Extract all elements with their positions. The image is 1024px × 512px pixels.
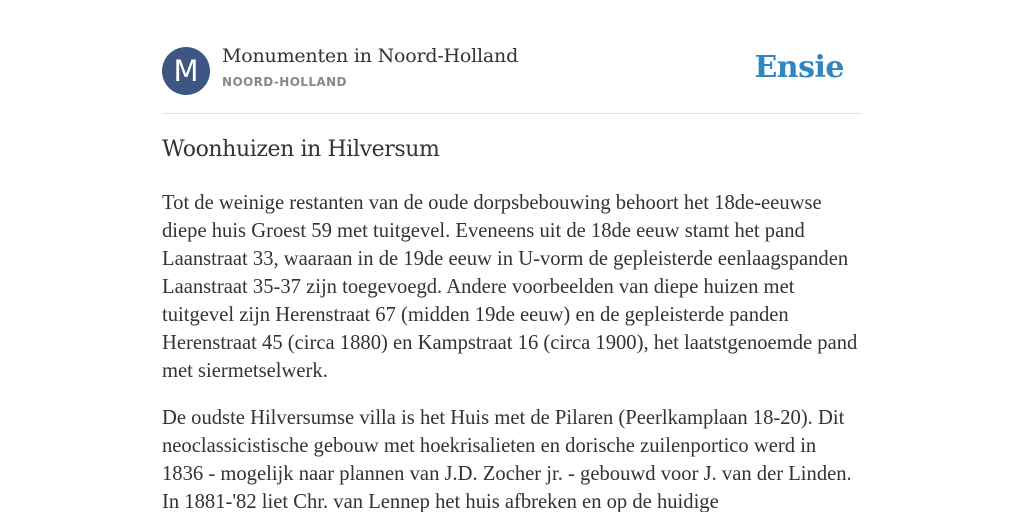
article-title: Woonhuizen in Hilversum bbox=[162, 137, 440, 162]
article-body bbox=[162, 189, 862, 512]
article-paragraph-2: De oudste Hilversumse villa is het Huis met de Pilaren (Peerlkamplaan 18-20). Dit neoclassicistische gebouw met hoekrisalieten en dorische zuilenportico werd in 1836 - mogelijk naar plannen van J.D. Zocher jr. - gebouwd voor J. van der Linden. In 1881-'82 liet Chr. van Lennep het huis afbreken en op de huidige bbox=[162, 407, 852, 512]
avatar[interactable]: M bbox=[162, 47, 210, 95]
ensie-logo-link[interactable]: Ensie bbox=[754, 50, 844, 85]
site-subtitle: NOORD-HOLLAND bbox=[222, 75, 347, 89]
site-title-link[interactable]: Monumenten in Noord-Holland bbox=[222, 45, 519, 67]
content-container bbox=[162, 0, 862, 512]
article-paragraph-1: Tot de weinige restanten van de oude dorpsbebouwing behoort het 18de-eeuwse diepe huis Groest 59 met tuitgevel. Eveneens uit de 18de eeuw stamt het pand Laanstraat 33, waaraan in de 19de eeuw in U-vorm de gepleisterde eenlaagspanden Laanstraat 35-37 zijn toegevoegd. Andere voorbeelden van diepe huizen met tuitgevel zijn Herenstraat 67 (midden 19de eeuw) en de gepleisterde panden Herenstraat 45 (circa 1880) en Kampstraat 16 (circa 1900), het laatstgenoemde pand met siermetselwerk. bbox=[162, 192, 858, 382]
site-header bbox=[162, 0, 862, 114]
